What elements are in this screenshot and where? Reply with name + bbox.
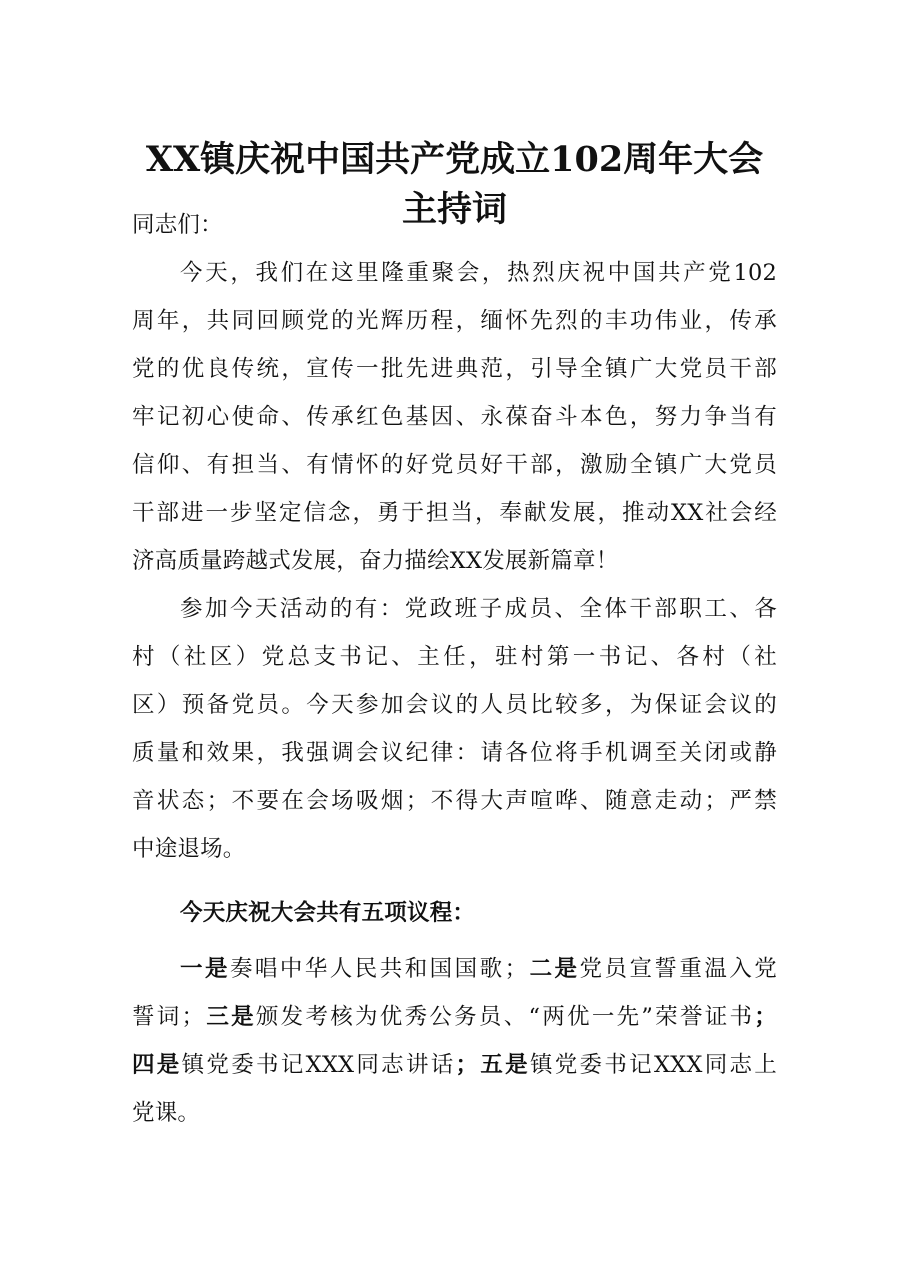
agenda-line-3 xyxy=(132,1048,777,1082)
agenda-item-4-text: 镇党委书记XXX同志讲话 xyxy=(181,1052,456,1078)
agenda-line-4: 党课。 xyxy=(132,1100,201,1126)
agenda-item-1-label: 一是 xyxy=(180,956,230,982)
para1-line-4: 牢记初心使命、传承红色基因、永葆奋斗本色，努力争当有 xyxy=(132,404,777,430)
agenda-item-2-text: 党员宣誓重温入党 xyxy=(579,956,777,982)
document-title-line-2: 主持词 xyxy=(401,189,507,230)
para2-line-1: 参加今天活动的有：党政班子成员、全体干部职工、各 xyxy=(180,596,777,622)
agenda-item-5-label: ；五是 xyxy=(455,1052,530,1078)
para2-line-4: 质量和效果，我强调会议纪律：请各位将手机调至关闭或静 xyxy=(132,740,777,766)
salutation: 同志们： xyxy=(132,212,223,238)
agenda-item-4-label: 四是 xyxy=(132,1052,182,1078)
agenda-item-2-text-cont: 誓词； xyxy=(132,1004,205,1030)
agenda-item-3-text: 颁发考核为优秀公务员、“两优一先”荣誉证书 xyxy=(255,1004,755,1030)
agenda-line-1 xyxy=(180,952,777,986)
agenda-item-3-label: 三是 xyxy=(204,1004,256,1030)
agenda-item-5-text: 镇党委书记XXX同志上 xyxy=(529,1052,777,1078)
para1-line-5: 信仰、有担当、有情怀的好党员好干部，激励全镇广大党员 xyxy=(132,452,777,478)
agenda-item-1-text: 奏唱中华人民共和国国歌； xyxy=(229,956,528,982)
agenda-item-2-label: 二是 xyxy=(527,956,580,982)
para1-line-7: 济高质量跨越式发展，奋力描绘XX发展新篇章！ xyxy=(132,548,619,574)
para1-line-6: 干部进一步坚定信念，勇于担当，奉献发展，推动XX社会经 xyxy=(132,500,777,526)
para2-line-5: 音状态；不要在会场吸烟；不得大声喧哗、随意走动；严禁 xyxy=(132,788,777,814)
para2-line-2: 村（社区）党总支书记、主任，驻村第一书记、各村（社 xyxy=(132,644,777,670)
agenda-line-2 xyxy=(132,1000,777,1034)
para2-line-3: 区）预备党员。今天参加会议的人员比较多，为保证会议的 xyxy=(132,692,777,718)
agenda-heading: 今天庆祝大会共有五项议程： xyxy=(180,900,476,926)
document-title-line-1: XX镇庆祝中国共产党成立102周年大会 xyxy=(145,139,764,180)
para2-line-6: 中途退场。 xyxy=(132,836,246,862)
para1-line-3: 党的优良传统，宣传一批先进典范，引导全镇广大党员干部 xyxy=(132,356,777,382)
para1-line-1: 今天，我们在这里隆重聚会，热烈庆祝中国共产党102 xyxy=(180,260,777,286)
agenda-item-3-end: ； xyxy=(754,1004,777,1030)
para1-line-2: 周年，共同回顾党的光辉历程，缅怀先烈的丰功伟业，传承 xyxy=(132,308,777,334)
